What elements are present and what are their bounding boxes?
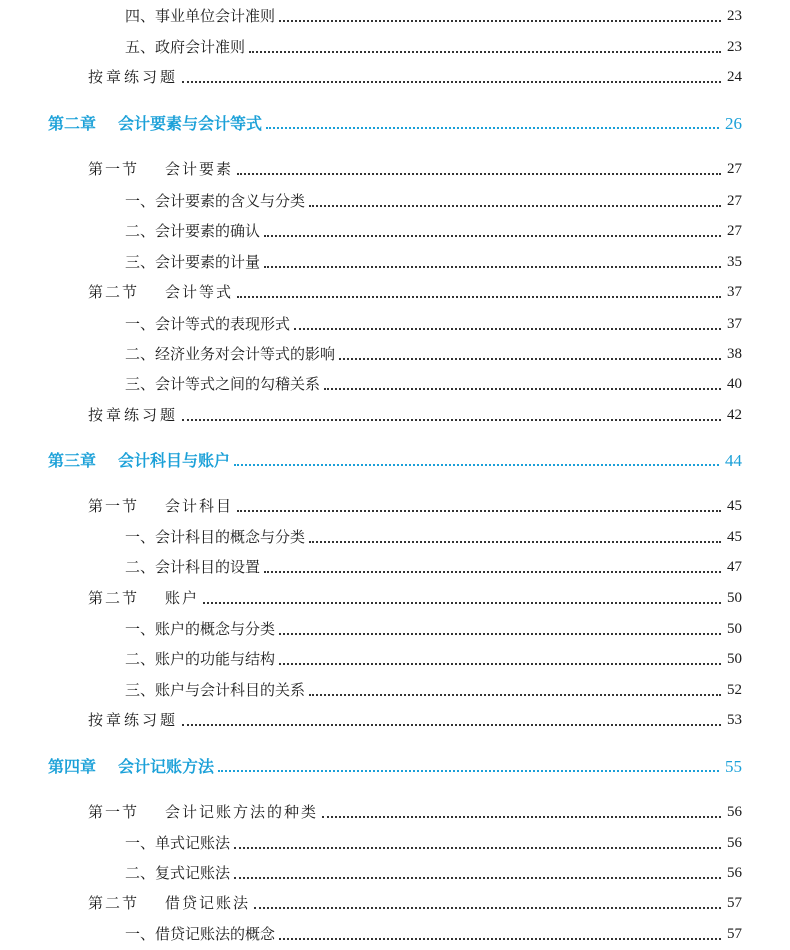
leader-dots [324,388,721,390]
page-number: 27 [727,223,742,239]
leader-dots [182,81,721,83]
toc-item-entry[interactable] [125,831,742,855]
page-number: 26 [725,114,742,133]
leader-dots [322,816,721,818]
toc-item-entry[interactable] [125,647,742,671]
leader-dots [309,694,721,696]
page-number: 56 [727,804,742,820]
page-number: 56 [727,835,742,851]
toc-chapter-entry[interactable] [48,755,742,779]
leader-dots [279,663,721,665]
page-number: 53 [727,712,742,728]
entry-text: 会计记账方法的种类 [165,803,319,821]
entry-text: 会计科目与账户 [118,451,231,470]
page-number: 40 [727,376,742,392]
leader-dots [254,907,721,909]
page-number: 24 [727,69,742,85]
entry-text: 会计科目 [165,497,234,515]
leader-dots [234,847,721,849]
leader-dots [182,724,721,726]
leader-dots [294,328,721,330]
toc-chapter-entry[interactable] [48,112,742,136]
entry-title [48,112,262,136]
page-number: 23 [727,8,742,24]
leader-dots [234,877,721,879]
entry-title: 一、单式记账法 [125,834,231,852]
toc-section-entry[interactable] [88,891,742,915]
entry-number: 第三章 [48,451,97,470]
entry-title: 一、账户的概念与分类 [125,620,276,638]
toc-section-entry[interactable] [88,586,742,610]
toc-item-entry[interactable] [125,555,742,579]
toc-exercise-entry[interactable] [88,65,742,89]
page-number: 37 [727,284,742,300]
page-number: 45 [727,529,742,545]
entry-title: 三、会计要素的计量 [125,253,261,271]
leader-dots [218,770,719,772]
entry-title: 五、政府会计准则 [125,38,246,56]
entry-number: 第四章 [48,757,97,776]
leader-dots [279,938,721,940]
toc-item-entry[interactable] [125,312,742,336]
page-number: 50 [727,621,742,637]
leader-dots [264,571,721,573]
toc-section-entry[interactable] [88,494,742,518]
leader-dots [339,358,721,360]
leader-dots [266,127,719,129]
page-number: 35 [727,254,742,270]
entry-title [88,800,318,824]
entry-number: 第一节 [88,160,140,178]
entry-title: 三、会计等式之间的勾稽关系 [125,375,321,393]
entry-title: 二、账户的功能与结构 [125,650,276,668]
page-number: 47 [727,559,742,575]
entry-title: 一、会计等式的表现形式 [125,315,291,333]
entry-text: 会计要素 [165,160,234,178]
leader-dots [182,419,721,421]
entry-text: 会计要素与会计等式 [118,114,263,133]
page-number: 57 [727,926,742,942]
toc-item-entry[interactable] [125,189,742,213]
page-number: 27 [727,193,742,209]
entry-title [48,449,230,473]
entry-text: 账户 [165,589,200,607]
leader-dots [249,51,721,53]
entry-text: 会计等式 [165,283,234,301]
leader-dots [237,510,721,512]
toc-item-entry[interactable] [125,678,742,702]
toc-item-entry[interactable] [125,219,742,243]
page-number: 27 [727,161,742,177]
entry-text: 借贷记账法 [165,894,251,912]
page-number: 50 [727,651,742,667]
toc-item-entry[interactable] [125,525,742,549]
toc-item-entry[interactable] [125,342,742,366]
toc-item-entry[interactable] [125,617,742,641]
entry-title: 三、账户与会计科目的关系 [125,681,306,699]
entry-title: 二、复式记账法 [125,864,231,882]
entry-title: 二、会计要素的确认 [125,222,261,240]
leader-dots [237,296,721,298]
entry-title: 按章练习题 [88,406,179,424]
toc-section-entry[interactable] [88,280,742,304]
toc-section-entry[interactable] [88,800,742,824]
page-number: 42 [727,407,742,423]
toc-exercise-entry[interactable] [88,403,742,427]
page-number: 44 [725,451,742,470]
entry-number: 第一节 [88,803,140,821]
page-number: 50 [727,590,742,606]
page-number: 52 [727,682,742,698]
leader-dots [279,20,721,22]
entry-title [88,586,199,610]
page-number: 57 [727,895,742,911]
page-number: 37 [727,316,742,332]
leader-dots [309,541,721,543]
entry-number: 第二节 [88,894,140,912]
toc-item-entry[interactable] [125,35,742,59]
toc-exercise-entry[interactable] [88,708,742,732]
entry-title: 按章练习题 [88,711,179,729]
entry-number: 第二节 [88,283,140,301]
entry-title [88,891,250,915]
entry-title [88,280,233,304]
entry-title: 四、事业单位会计准则 [125,7,276,25]
toc-section-entry[interactable] [88,157,742,181]
leader-dots [234,464,719,466]
entry-title [88,157,233,181]
entry-title: 二、经济业务对会计等式的影响 [125,345,336,363]
entry-title [88,494,233,518]
entry-number: 第二节 [88,589,140,607]
page-number: 45 [727,498,742,514]
toc-item-entry[interactable] [125,4,742,28]
toc-item-entry[interactable] [125,250,742,274]
toc-item-entry[interactable] [125,861,742,885]
entry-title: 一、借贷记账法的概念 [125,925,276,943]
leader-dots [237,173,721,175]
page-number: 56 [727,865,742,881]
entry-number: 第二章 [48,114,97,133]
entry-title: 二、会计科目的设置 [125,558,261,576]
entry-title [48,755,214,779]
entry-text: 会计记账方法 [118,757,215,776]
entry-title: 一、会计要素的含义与分类 [125,192,306,210]
toc-item-entry[interactable] [125,372,742,396]
leader-dots [279,633,721,635]
leader-dots [264,235,721,237]
entry-title: 按章练习题 [88,68,179,86]
toc-item-entry[interactable] [125,922,742,946]
page-number: 23 [727,39,742,55]
entry-number: 第一节 [88,497,140,515]
leader-dots [264,266,721,268]
leader-dots [309,205,721,207]
page-number: 38 [727,346,742,362]
leader-dots [203,602,721,604]
page-number: 55 [725,757,742,776]
toc-chapter-entry[interactable] [48,449,742,473]
entry-title: 一、会计科目的概念与分类 [125,528,306,546]
